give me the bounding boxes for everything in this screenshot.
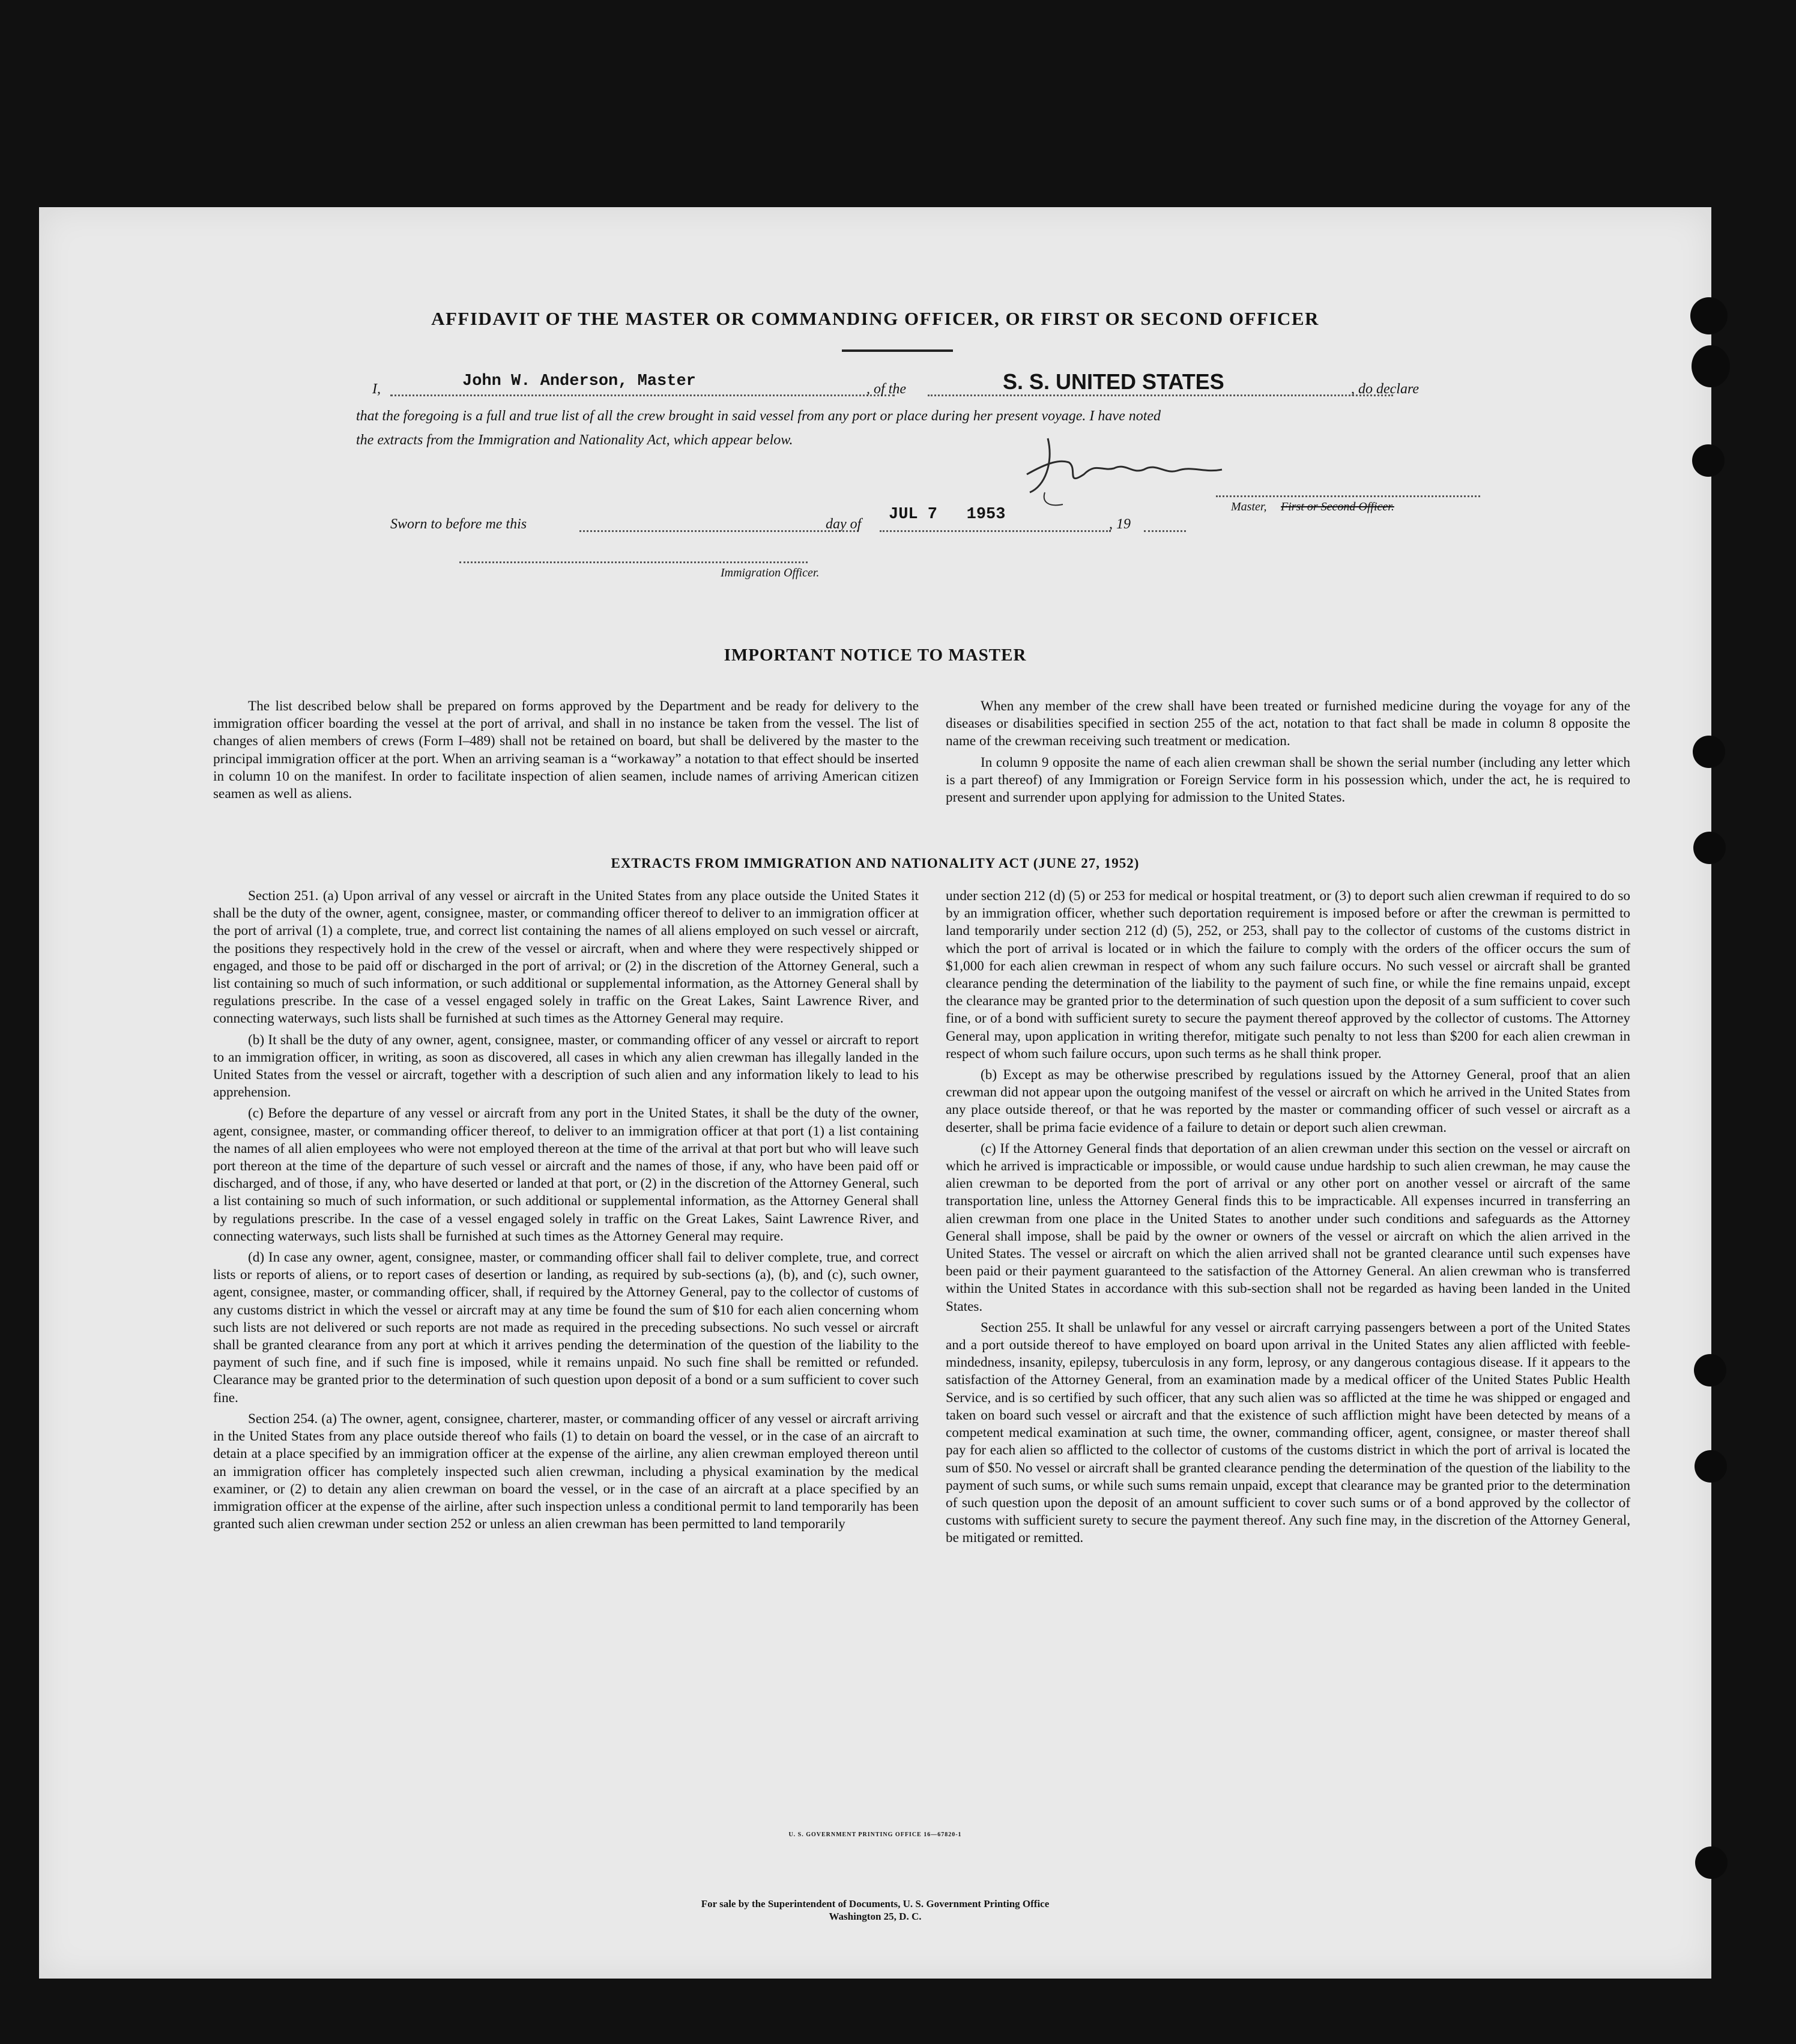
section-251b: (b) It shall be the duty of any owner, agent, consignee, master, or commanding officer of any vessel or aircraft to report to an immigration officer, in writing, as soon as discovered, all cases in which any alien crewman has illegally landed in the United States from the vessel or aircraft, together with a description of such alien and any information likely to lead to his apprehension.	[213, 1032, 919, 1101]
extracts-title: EXTRACTS FROM IMMIGRATION AND NATIONALITY ACT (JUNE 27, 1952)	[611, 856, 1140, 871]
punch-hole	[1695, 1846, 1728, 1879]
punch-hole	[1694, 1354, 1726, 1386]
sworn-label: Sworn to before me this	[390, 516, 527, 532]
master-caption: Master,	[1231, 500, 1267, 513]
notice-left-column	[213, 698, 919, 806]
of-the-label: , of the	[866, 381, 906, 397]
sworn-day-line	[579, 530, 859, 532]
master-signature	[1012, 426, 1264, 510]
notice-right-paragraph-2: In column 9 opposite the name of each alien crewman shall be shown the serial number (including any letter which is a part thereof) of any Immigration or Foreign Service form in his possession which, under the act, he is required to present and surrender upon applying for admission to the United States.	[946, 754, 1630, 806]
section-254a-continued: under section 212 (d) (5) or 253 for medical or hospital treatment, or (3) to deport such alien crewman if required to do so by an immigration officer, whether such deportation requirement is imposed before or after the crewman is permitted to land temporarily under section 212 (d) (5), 252, or 253, shall pay to the collector of customs of the customs district in which the port of arrival is located or in which the failure to comply with the orders of the officer occurs the sum of $1,000 for each alien crewman in respect of whom any such failure occurs. No such vessel or aircraft shall be granted clearance pending the determination of the liability to the payment of such fine, or while the fine remains unpaid, except the clearance may be granted prior to the determination of such question upon the deposit of a sum sufficient to cover such fine, or of a bond with sufficient surety to secure the payment thereof approved by the collector of customs. The Attorney General may, upon application in writing therefor, mitigate such penalty to not less than $200 for each alien crewman in respect of whom such failure occurs, upon such terms as he shall think proper.	[946, 888, 1630, 1062]
printing-office-line: U. S. GOVERNMENT PRINTING OFFICE 16—67820-1	[788, 1831, 962, 1838]
punch-hole	[1692, 444, 1725, 477]
notice-right-paragraph-1: When any member of the crew shall have been treated or furnished medicine during the voyage for any of the diseases or disabilities specified in section 255 of the act, notation to that fact shall be made in column 8 opposite the name of the crewman receiving such treatment or medication.	[946, 698, 1630, 749]
signature-line	[1216, 495, 1480, 497]
vessel-line	[928, 395, 1393, 396]
punch-hole	[1695, 1450, 1727, 1483]
affidavit-title: AFFIDAVIT OF THE MASTER OR COMMANDING OFFICER, OR FIRST OR SECOND OFFICER	[431, 308, 1319, 329]
notice-title: IMPORTANT NOTICE TO MASTER	[724, 646, 1027, 665]
sale-line-2: Washington 25, D. C.	[829, 1911, 922, 1922]
punch-hole	[1692, 345, 1730, 387]
title-rule	[842, 349, 953, 352]
section-255: Section 255. It shall be unlawful for any vessel or aircraft carrying passengers between a port of the United States and a port outside thereof to have employed on board upon arrival in the United States any alien afflicted with feeble-mindedness, insanity, epilepsy, tuberculosis in any form, leprosy, or any dangerous contagious disease. If it appears to the satisfaction of the Attorney General, from an examination made by a medical officer of the United States Public Health Service, and is so certified by such officer, that any such alien was so afflicted at the time he was shipped or engaged and taken on board such vessel or aircraft and that the existence of such affliction might have been detected by means of a competent medical examination at such time, the owner, commanding officer, agent, consignee, or master thereof shall pay for each alien so afflicted to the collector of customs of the customs district in which the port of arrival is located the sum of $50. No vessel or aircraft shall be granted clearance pending the determination of the question of the liability to the payment of such sums, or while such sums remain unpaid, except that clearance may be granted prior to the determination of such question upon the deposit of an amount sufficient to cover such sums or of a bond approved by the collector of customs with sufficient surety to secure the payment thereof. Any such fine may, in the discretion of the Attorney General, be mitigated or remitted.	[946, 1319, 1630, 1546]
immigration-officer-line	[459, 561, 808, 563]
i-label: I,	[372, 381, 381, 397]
notice-left-paragraph: The list described below shall be prepared on forms approved by the Department and be ready for delivery to the immigration officer boarding the vessel at the port of arrival, and shall in no instance be taken from the vessel. The list of changes of alien members of crews (Form I–489) shall not be retained on board, but shall be delivered by the master to the principal immigration officer at the port. When an arriving seaman is a “workaway” a notation to that effect should be inserted in column 10 on the manifest. In order to facilitate inspection of alien seamen, include names of arriving American citizen seamen as well as aliens.	[213, 698, 919, 802]
year-label: , 19	[1109, 516, 1131, 532]
extracts-left-column	[213, 887, 919, 1537]
section-254a: Section 254. (a) The owner, agent, consignee, charterer, master, or commanding officer of any vessel or aircraft arriving in the United States from any place outside thereof who fails (1) to detain on board the vessel, or in the case of an aircraft to detain at a place specified by an immigration officer at the expense of the airline, any alien crewman employed thereon until an immigration officer has completely inspected such alien crewman, including a physical examination by the medical examiner, or (2) to detain any alien crewman on board the vessel, or in the case of an aircraft at a place specified by an immigration officer at the expense of the airline, after such inspection unless a conditional permit to land temporarily has been granted such alien crewman under section 252 or unless an alien crewman has been permitted to land temporarily	[213, 1411, 919, 1532]
form-sheet	[39, 207, 1711, 1979]
master-name: John W. Anderson, Master	[462, 372, 696, 390]
statement-line-1: that the foregoing is a full and true list of all the crew brought in said vessel from any port or place during her present voyage. I have noted	[356, 408, 1161, 424]
section-251d: (d) In case any owner, agent, consignee, master, or commanding officer shall fail to deliver complete, true, and correct lists or reports of aliens, or to report cases of desertion or landing, as required by sub-sections (a), (b), and (c), such owner, agent, consignee, master, or commanding officer, shall, if required by the Attorney General, pay to the collector of customs of any customs district in which the vessel or aircraft may at any time be found the sum of $10 for each alien concerning whom such lists are not delivered or such reports are not made as required in the preceding subsections. No such vessel or aircraft shall be granted clearance from any port at which it arrives pending the determination of the question of the liability to the payment of such fine, and if such fine is imposed, while it remains unpaid. No such fine shall be remitted or refunded. Clearance may be granted prior to the determination of such question upon deposit of a bond or a sum sufficient to cover such fine.	[213, 1250, 919, 1406]
immigration-officer-caption: Immigration Officer.	[721, 566, 820, 579]
punch-hole	[1693, 736, 1725, 768]
extracts-right-column	[946, 887, 1630, 1551]
sworn-month-line	[880, 530, 1111, 532]
section-251a: Section 251. (a) Upon arrival of any vessel or aircraft in the United States from any place outside the United States it shall be the duty of the owner, agent, consignee, master, or commanding officer thereof to deliver to an immigration officer at the port of arrival (1) a complete, true, and correct list containing the names of all aliens employed on such vessel or aircraft, the positions they respectively hold in the crew of the vessel or aircraft, when and where they were respectively shipped or engaged, and those to be paid off or discharged in the port of arrival; or (2) in the discretion of the Attorney General, such a list containing so much of such information, or such additional or supplemental information, as the Attorney General shall by regulations prescribe. In the case of a vessel engaged solely in traffic on the Great Lakes, Saint Lawrence River, and connecting waterways, such lists shall be furnished at such times as the Attorney General may require.	[213, 888, 919, 1027]
vessel-name: S. S. UNITED STATES	[1003, 369, 1224, 394]
section-254c: (c) If the Attorney General finds that deportation of an alien crewman under this section on the vessel or aircraft on which he arrived is impracticable or impossible, or would cause undue hardship to such alien crewman, he may cause the alien crewman to be deported from the port of arrival or any other port on another vessel or aircraft of the same transportation line, unless the Attorney General finds this to be impracticable. All expenses incurred in transferring an alien crewman from one place in the United States to another under such conditions and safeguards as the Attorney General shall impose, shall be paid by the owner or owners of the vessel or aircraft on which the alien arrived in the United States. The vessel or aircraft on which the alien arrived shall not be granted clearance until such expenses have been paid or their payment guaranteed to the satisfaction of the Attorney General. An alien crewman who is transferred within the United States in accordance with this sub-section shall not be regarded as having been landed in the United States.	[946, 1140, 1630, 1314]
sale-line-1: For sale by the Superintendent of Documents, U. S. Government Printing Office	[701, 1898, 1050, 1909]
notice-right-column	[946, 698, 1630, 810]
statement-line-2: the extracts from the Immigration and Nationality Act, which appear below.	[356, 432, 793, 448]
day-of-label: day of	[826, 516, 862, 532]
master-name-line	[390, 395, 895, 396]
master-caption-struck: First or Second Officer.	[1281, 500, 1394, 513]
section-251c: (c) Before the departure of any vessel or aircraft from any port in the United States, it shall be the duty of the owner, agent, consignee, master, or commanding officer thereof, to deliver to an immigration officer at that port (1) a list containing the names of all alien employees who were not employed thereon at the time of the arrival at that port but who will leave such port thereon at the time of the departure of such vessel or aircraft and the names of those, if any, who have been paid off or discharged, and of those, if any, who have deserted or landed at that port, or (2) in the discretion of the Attorney General, such a list containing so much of such information, or such additional or supplemental information, as the Attorney General shall by regulations prescribe. In the case of a vessel engaged solely in traffic on the Great Lakes, Saint Lawrence River, and connecting waterways, such lists shall be furnished at such times as the Attorney General may require.	[213, 1105, 919, 1244]
date-stamp: JUL 7 1953	[889, 506, 1006, 524]
sworn-year-line	[1144, 530, 1186, 532]
sale-notice	[39, 1897, 1711, 1923]
do-declare-label: , do declare	[1351, 381, 1420, 397]
section-254b: (b) Except as may be otherwise prescribed by regulations issued by the Attorney General, proof that an alien crewman did not appear upon the outgoing manifest of the vessel or aircraft on which he arrived in the United States from any place outside thereof, or that he was reported by the master or commanding officer of such vessel or aircraft as a deserter, shall be prima facie evidence of a failure to detain or deport such alien crewman.	[946, 1067, 1630, 1135]
